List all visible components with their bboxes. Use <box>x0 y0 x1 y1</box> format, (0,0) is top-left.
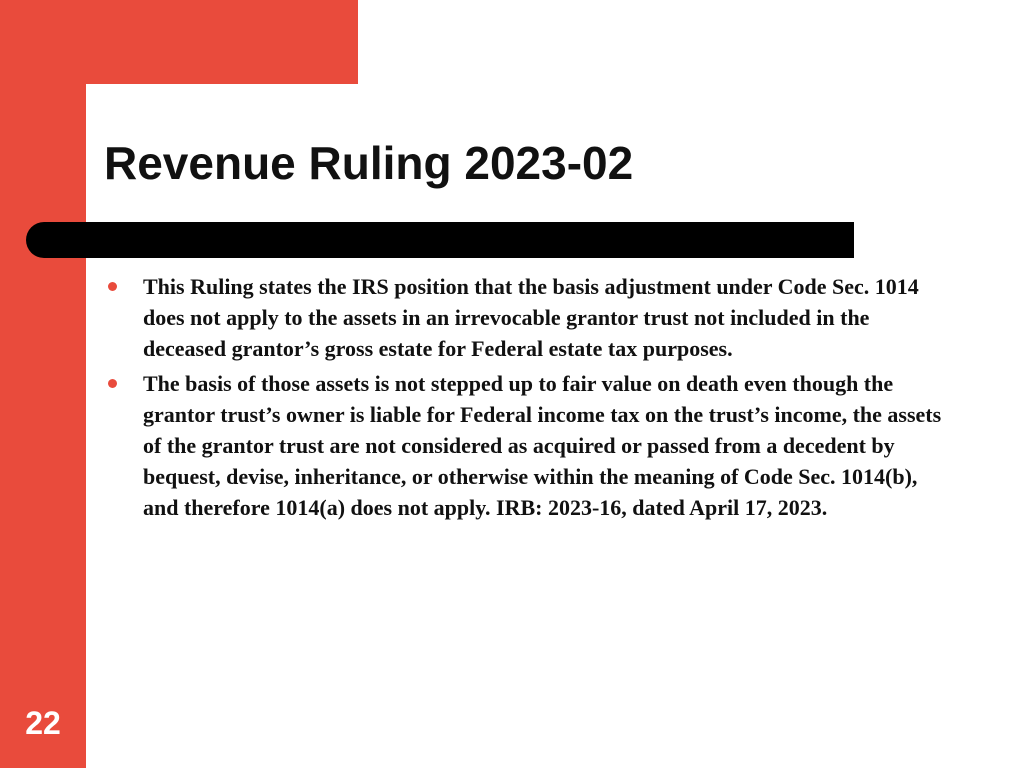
red-top-band <box>0 0 358 84</box>
title-divider-bar <box>26 222 854 258</box>
red-sidebar-band <box>0 0 86 768</box>
page-number: 22 <box>25 705 61 741</box>
slide-title: Revenue Ruling 2023-02 <box>104 137 634 189</box>
bullet-dot-icon <box>108 282 117 291</box>
bullet-item <box>108 271 958 364</box>
bullet-text: The basis of those assets is not stepped up to fair value on death even though the grantor trust’s owner is liable for Federal income tax on the trust’s income, the assets of the grantor trust are not considered as acquired or passed from a decedent by bequest, devise, inheritance, or otherwise within the meaning of Code Sec. 1014(b), and therefore 1014(a) does not apply. IRB: 2023-16, dated April 17, 2023. <box>143 371 942 520</box>
bullet-list <box>108 271 958 527</box>
bullet-item <box>108 368 958 523</box>
bullet-dot-icon <box>108 379 117 388</box>
bullet-text: This Ruling states the IRS position that the basis adjustment under Code Sec. 1014 does not apply to the assets in an irrevocable grantor trust not included in the deceased grantor’s gross estate for Federal estate tax purposes. <box>143 274 919 361</box>
